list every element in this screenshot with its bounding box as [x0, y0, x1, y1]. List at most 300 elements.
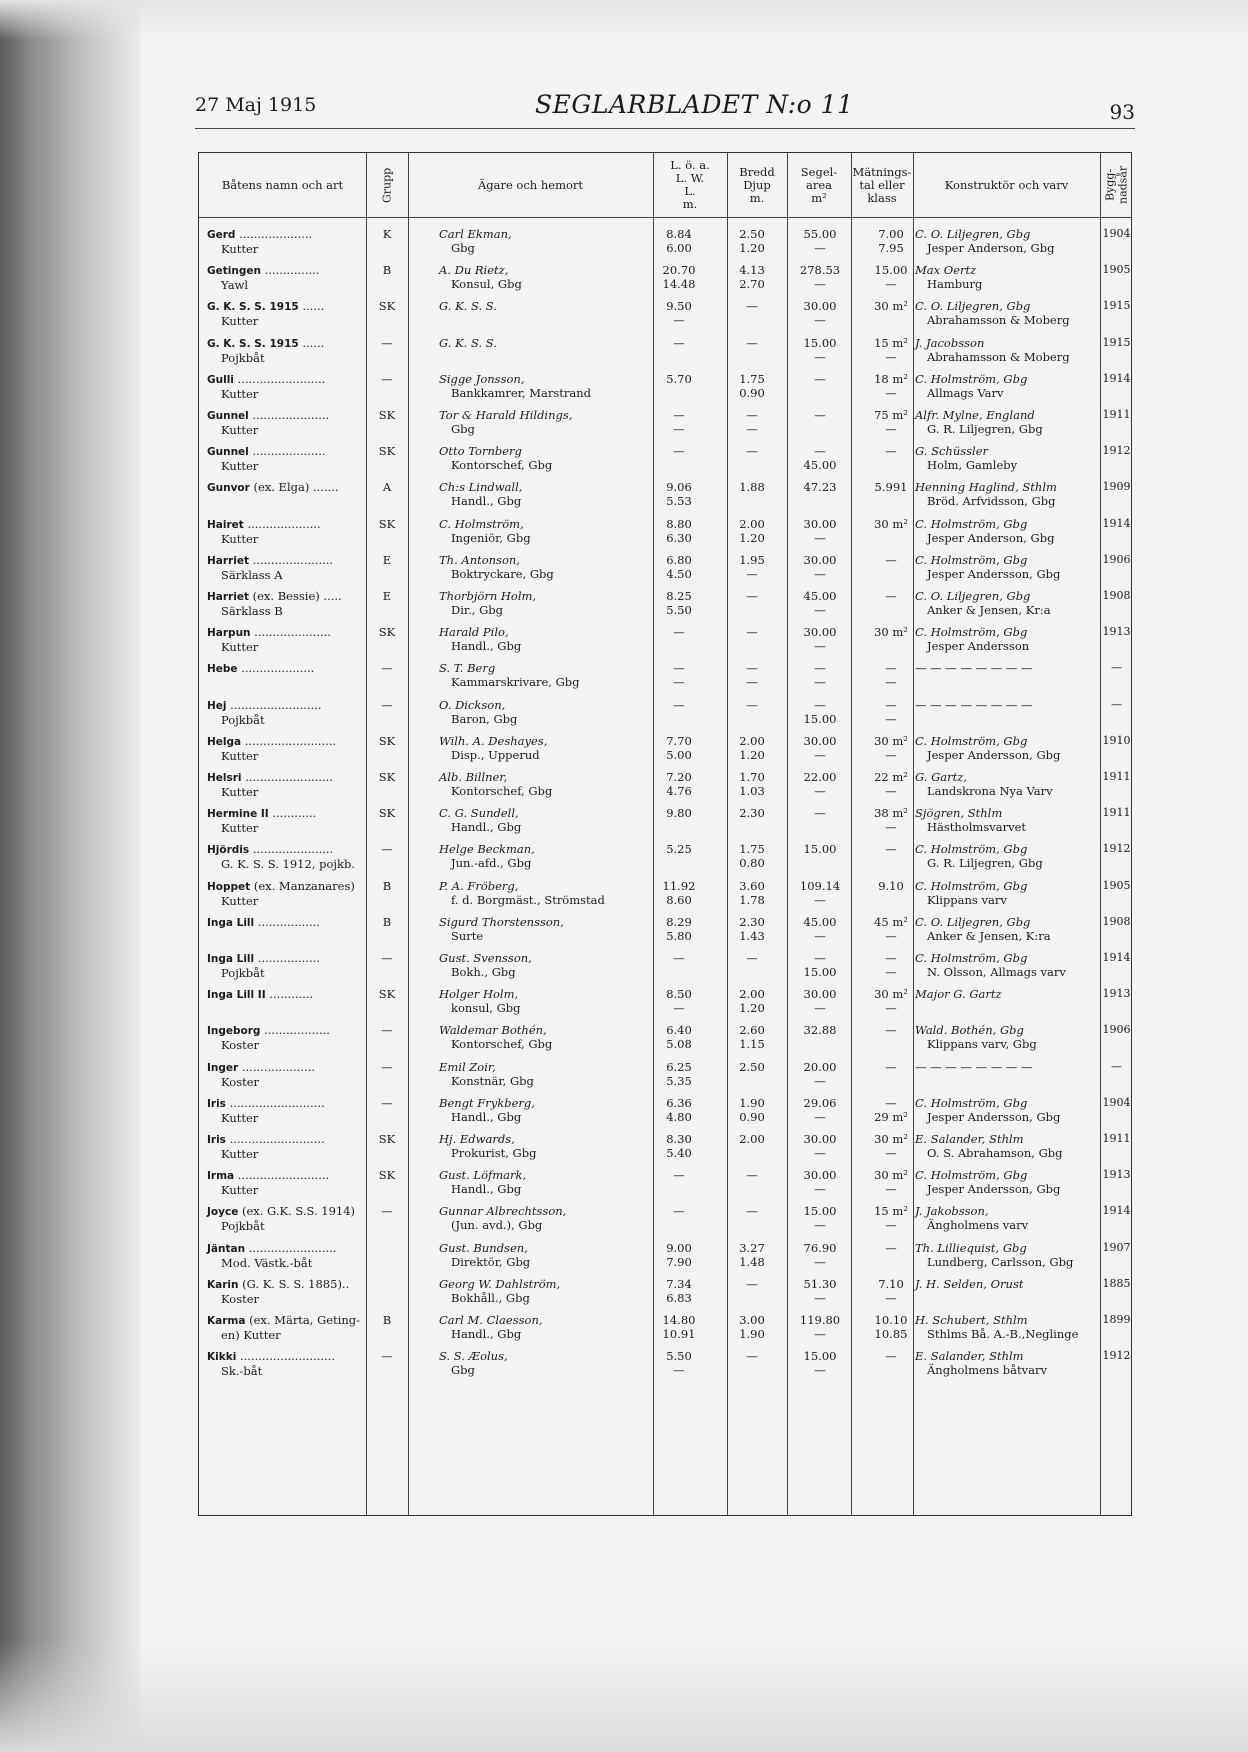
lwl-cell — [653, 734, 705, 762]
lwl-cell — [653, 1060, 705, 1088]
rating-cell-line1: 15.00 — [874, 263, 908, 278]
build-year-cell: 1909 — [1102, 480, 1131, 494]
rating-cell-line1: 30 m² — [874, 733, 908, 748]
rating-cell — [859, 1168, 923, 1196]
designer-cell — [915, 806, 1026, 834]
boat-name-line — [207, 408, 329, 423]
owner-detail: Handl., Gbg — [451, 1327, 522, 1341]
lwl-cell — [653, 1241, 705, 1269]
lwl-cell-line1: 6.25 — [666, 1059, 692, 1074]
boat-name-cell — [207, 770, 333, 799]
boat-name: Hermine II — [207, 808, 269, 821]
beam-cell-line2: 0.90 — [739, 385, 765, 400]
group-cell: — — [381, 335, 393, 350]
beam-cell-line2: 1.20 — [739, 530, 765, 545]
boat-name-line — [207, 1023, 330, 1038]
lwl-cell — [653, 951, 705, 965]
build-year-cell: 1911 — [1102, 770, 1131, 783]
boat-name-line — [207, 444, 326, 459]
owner-name: Waldemar Bothén, — [439, 1023, 547, 1038]
boat-name-line — [207, 1204, 355, 1219]
owner-cell — [439, 698, 517, 726]
rating-cell-line1: — — [885, 589, 897, 603]
beam-cell-line1: 4.13 — [739, 263, 765, 278]
lwl-cell — [653, 517, 705, 545]
leader-dots: ...... — [298, 335, 325, 350]
owner-detail: konsul, Gbg — [451, 1001, 521, 1016]
sail-area-cell-line1: — — [814, 444, 826, 459]
rating-cell-line1: — — [885, 697, 897, 712]
group-cell: SK — [378, 1168, 396, 1183]
sail-area-cell-line1: 109.14 — [799, 878, 841, 893]
group-cell: SK — [378, 770, 396, 784]
designer-cell — [915, 336, 1070, 364]
owner-name: Wilh. A. Deshayes, — [439, 733, 548, 748]
rating-cell — [859, 1060, 923, 1074]
designer-cell — [915, 372, 1027, 400]
rating-cell — [859, 299, 923, 313]
boat-name-line — [207, 1277, 349, 1292]
designer-name: G. Schüssler — [915, 444, 989, 459]
rating-cell-line2: — — [885, 928, 897, 943]
boat-name: Inger — [207, 1061, 239, 1074]
boat-name-cell — [207, 480, 339, 495]
boat-name-line — [207, 879, 355, 894]
build-year-cell: 1912 — [1102, 842, 1131, 856]
owner-name: Emil Zoir, — [439, 1059, 496, 1074]
build-year-cell: 1914 — [1102, 371, 1131, 385]
designer-cell — [915, 1060, 1033, 1074]
rating-cell-line1: — — [885, 951, 897, 965]
designer-cell — [915, 589, 1051, 617]
beam-cell-line1: 1.90 — [739, 1095, 765, 1110]
owner-detail: Kontorschef, Gbg — [451, 1037, 553, 1052]
owner-cell — [439, 480, 522, 508]
sail-area-cell-line2: — — [814, 277, 826, 292]
rating-cell — [859, 1277, 923, 1305]
group-cell: SK — [378, 625, 396, 640]
sail-area-cell-line1: 15.00 — [803, 1349, 837, 1364]
owner-detail: Gbg — [451, 1363, 475, 1378]
owner-detail: Direktör, Gbg — [451, 1254, 531, 1269]
table-row — [199, 1349, 1133, 1389]
beam-cell — [727, 806, 777, 820]
boat-name-line — [207, 372, 325, 387]
lwl-cell-line2: 4.76 — [666, 784, 692, 798]
sail-area-cell-line2: — — [814, 1218, 826, 1233]
sail-area-cell-line2: — — [814, 1363, 826, 1378]
builder-yard: Ängholmens varv — [927, 1218, 1029, 1233]
beam-cell-line1: — — [746, 408, 758, 422]
beam-cell-line1: 2.00 — [739, 733, 765, 748]
sail-area-cell-line1: 30.00 — [803, 1132, 837, 1146]
owner-detail: Jun.-afd., Gbg — [451, 856, 532, 871]
owner-name: G. K. S. S. — [439, 299, 497, 314]
sail-area-cell-line2: — — [814, 1001, 826, 1016]
sail-area-cell — [789, 1349, 851, 1377]
designer-name: — — — — — — — — — [915, 661, 1033, 676]
beam-cell-line1: — — [746, 1204, 758, 1219]
sail-area-cell-line2: — — [814, 530, 826, 545]
rating-cell — [859, 1096, 923, 1124]
sail-area-cell — [789, 661, 851, 689]
sail-area-cell-line2: — — [814, 892, 826, 907]
group-cell: E — [382, 589, 392, 603]
table-row — [199, 408, 1133, 448]
rating-cell-line2: 10.85 — [874, 1327, 908, 1341]
beam-cell — [727, 1023, 777, 1051]
build-year-cell: 1914 — [1102, 951, 1131, 964]
boat-name-line — [207, 1096, 325, 1111]
sail-area-cell-line2: 15.00 — [803, 965, 837, 979]
beam-cell-line2: — — [746, 422, 758, 436]
lwl-cell — [653, 299, 705, 327]
beam-cell-line1: 2.50 — [739, 1059, 765, 1074]
beam-cell-line2: 1.43 — [739, 928, 765, 943]
sail-area-cell — [789, 1096, 851, 1124]
designer-cell — [915, 661, 1033, 675]
boat-name: Irma — [207, 1170, 235, 1183]
designer-cell — [915, 842, 1043, 870]
designer-cell — [915, 553, 1060, 581]
rating-cell-line1: 15 m² — [874, 335, 908, 350]
lwl-cell-line2: 14.48 — [662, 277, 696, 292]
group-cell: — — [381, 661, 393, 676]
table-row — [199, 517, 1133, 557]
boat-name-cell — [207, 842, 355, 871]
designer-name: C. O. Liljegren, Gbg — [915, 227, 1031, 241]
boat-type: Sk.-båt — [221, 1364, 263, 1379]
column-header-beam: Bredd Djup m. — [739, 164, 775, 205]
table-row — [199, 372, 1133, 412]
sail-area-cell-line1: 15.00 — [803, 842, 837, 857]
designer-cell — [915, 480, 1057, 508]
table-row — [199, 734, 1133, 774]
rating-cell — [859, 842, 923, 856]
boat-name-cell — [207, 1168, 329, 1197]
lwl-cell-line1: — — [673, 625, 685, 640]
leader-dots: ........................ — [233, 371, 326, 386]
owner-name: Gust. Svensson, — [439, 951, 532, 965]
owner-cell — [439, 1096, 535, 1124]
boat-type: Kutter — [221, 640, 259, 655]
owner-detail: Dir., Gbg — [451, 603, 504, 617]
sail-area-cell-line1: 45.00 — [803, 914, 837, 929]
beam-cell — [727, 227, 777, 255]
beam-cell-line1: — — [746, 661, 758, 676]
beam-cell — [727, 625, 777, 639]
sail-area-cell-line2: — — [814, 241, 826, 255]
sail-area-cell-line2: — — [814, 349, 826, 364]
designer-name: J. Jacobsson — [915, 335, 985, 350]
sail-area-cell — [789, 336, 851, 364]
beam-cell-line2: 1.20 — [739, 241, 765, 255]
lwl-cell-line1: — — [673, 408, 685, 422]
sail-area-cell — [789, 553, 851, 581]
beam-cell-line2: 1.78 — [739, 892, 765, 907]
sail-area-cell-line1: 30.00 — [803, 987, 837, 1002]
owner-name: P. A. Fröberg, — [439, 878, 519, 893]
beam-cell — [727, 770, 777, 798]
sail-area-cell-line1: 30.00 — [803, 1168, 837, 1183]
designer-name: Th. Lilliequist, Gbg — [915, 1240, 1027, 1255]
sail-area-cell — [789, 1060, 851, 1088]
boat-name-cell — [207, 698, 322, 727]
builder-yard: Jesper Andersson, Gbg — [927, 566, 1061, 581]
page-number: 93 — [1109, 100, 1135, 124]
table-row — [199, 1277, 1133, 1317]
boat-name-cell — [207, 444, 326, 473]
lwl-cell — [653, 698, 705, 712]
beam-cell — [727, 842, 777, 870]
boat-name-line — [207, 734, 336, 749]
table-row — [199, 1132, 1133, 1172]
sail-area-cell — [789, 517, 851, 545]
designer-name: — — — — — — — — — [915, 697, 1033, 712]
table-row — [199, 263, 1133, 303]
beam-cell — [727, 408, 777, 436]
rating-cell-line1: 15 m² — [874, 1204, 908, 1219]
leader-dots: ......................... — [234, 1168, 330, 1183]
designer-name: C. Holmström, Gbg — [915, 371, 1028, 386]
sail-area-cell-line1: 20.00 — [803, 1059, 837, 1074]
designer-cell — [915, 1168, 1060, 1196]
lwl-cell-line2: 8.60 — [666, 892, 692, 907]
designer-cell — [915, 408, 1043, 436]
sail-area-cell-line2: — — [814, 313, 826, 328]
lwl-cell — [653, 842, 705, 856]
lwl-cell-line1: 8.84 — [666, 227, 692, 241]
designer-cell — [915, 1096, 1060, 1124]
beam-cell-line1: 2.00 — [739, 1132, 765, 1146]
beam-cell-line2: 2.70 — [739, 277, 765, 292]
beam-cell-line2: 1.15 — [739, 1037, 765, 1052]
boat-name-cell — [207, 336, 324, 365]
boat-name: Karma — [207, 1315, 246, 1327]
owner-name: A. Du Rietz, — [439, 263, 509, 278]
owner-name: S. S. Æolus, — [439, 1349, 508, 1364]
boat-name-cell — [207, 263, 319, 292]
table-row — [199, 553, 1133, 593]
lwl-cell — [653, 480, 705, 508]
leader-dots: ....... — [309, 480, 339, 495]
sail-area-cell-line1: 51.30 — [803, 1276, 837, 1291]
sail-area-cell-line2: — — [814, 1146, 826, 1160]
sail-area-cell-line2: — — [814, 1182, 826, 1197]
group-cell: B — [382, 1313, 392, 1327]
lwl-cell — [653, 263, 705, 291]
designer-name: Henning Haglind, Sthlm — [915, 480, 1057, 495]
sail-area-cell-line1: 30.00 — [803, 625, 837, 640]
sail-area-cell — [789, 444, 851, 472]
boat-name-cell — [207, 589, 342, 618]
boat-name-line — [207, 336, 324, 351]
owner-name: C. G. Sundell, — [439, 806, 519, 821]
lwl-cell-line1: 14.80 — [662, 1313, 696, 1327]
builder-yard: Lundberg, Carlsson, Gbg — [927, 1254, 1074, 1269]
beam-cell — [727, 1349, 777, 1363]
boat-name-line — [207, 480, 339, 495]
designer-cell — [915, 879, 1027, 907]
builder-yard: O. S. Abrahamson, Gbg — [927, 1146, 1063, 1160]
lwl-cell-line1: 9.00 — [666, 1240, 692, 1255]
sail-area-cell — [789, 734, 851, 762]
owner-cell — [439, 987, 521, 1015]
beam-cell-line1: 2.00 — [739, 987, 765, 1002]
sail-area-cell-line2: — — [814, 1109, 826, 1124]
build-year-cell: 1906 — [1102, 1023, 1131, 1037]
build-year-cell: 1913 — [1102, 625, 1131, 639]
sail-area-cell-line1: 55.00 — [803, 227, 837, 241]
beam-cell-line1: — — [746, 1168, 758, 1183]
lwl-cell — [653, 879, 705, 907]
beam-cell-line2: 1.20 — [739, 1001, 765, 1016]
boat-name: Hebe — [207, 663, 238, 676]
rating-cell-line1: 75 m² — [874, 408, 908, 422]
page-header — [195, 90, 1135, 128]
lwl-cell-line2: 6.30 — [666, 530, 692, 545]
owner-name: Gust. Löfmark, — [439, 1168, 527, 1183]
owner-name: G. K. S. S. — [439, 335, 497, 350]
beam-cell-line2: 0.90 — [739, 1109, 765, 1124]
rating-cell — [859, 408, 923, 436]
owner-name: Sigurd Thorstensson, — [439, 914, 564, 929]
designer-cell — [915, 517, 1054, 545]
owner-cell — [439, 1023, 552, 1051]
builder-yard: Jesper Andersson, Gbg — [927, 747, 1061, 762]
rating-cell-line1: 45 m² — [874, 914, 908, 929]
owner-detail: Bankkamrer, Marstrand — [451, 385, 592, 400]
designer-name: E. Salander, Sthlm — [915, 1349, 1024, 1364]
owner-name: Hj. Edwards, — [439, 1132, 515, 1146]
boat-name-cell — [207, 553, 333, 582]
boat-type: Mod. Västk.-båt — [221, 1255, 313, 1270]
build-year-cell: — — [1111, 697, 1122, 711]
beam-cell — [727, 1168, 777, 1182]
lwl-cell-line2: 4.80 — [666, 1109, 692, 1124]
owner-cell — [439, 336, 497, 350]
owner-detail: (Jun. avd.), Gbg — [451, 1218, 543, 1233]
rating-cell-line1: 5.991 — [874, 480, 908, 495]
lwl-cell-line1: 5.70 — [666, 371, 692, 386]
group-cell: SK — [378, 408, 396, 422]
owner-name: Bengt Frykberg, — [439, 1095, 535, 1110]
sail-area-cell-line1: — — [814, 661, 826, 676]
build-year-cell: 1910 — [1102, 733, 1131, 747]
beam-cell — [727, 444, 777, 458]
owner-name: Georg W. Dahlström, — [439, 1276, 561, 1291]
owner-name: Gunnar Albrechtsson, — [439, 1204, 567, 1219]
boat-name-cell — [207, 1349, 335, 1378]
lwl-cell-line2: 5.35 — [666, 1073, 692, 1088]
boat-name-line — [207, 951, 320, 966]
lwl-cell — [653, 915, 705, 943]
sail-area-cell — [789, 1168, 851, 1196]
owner-detail: Kontorschef, Gbg — [451, 784, 553, 798]
owner-cell — [439, 1060, 534, 1088]
builder-yard: Jesper Andersson, Gbg — [927, 1182, 1061, 1197]
owner-cell — [439, 951, 532, 979]
rating-cell — [859, 589, 923, 603]
rating-cell-line2: — — [885, 1290, 897, 1305]
table-row — [199, 951, 1133, 991]
build-year-cell: 1908 — [1102, 589, 1131, 602]
beam-cell — [727, 1060, 777, 1074]
sail-area-cell-line1: 15.00 — [803, 1204, 837, 1219]
boat-type: Koster — [221, 1291, 260, 1306]
boat-type: Kutter — [221, 459, 259, 474]
bottom-shading — [0, 1640, 1248, 1752]
group-cell: SK — [378, 516, 396, 531]
owner-cell — [439, 625, 521, 653]
boat-name-line — [207, 1060, 315, 1075]
lwl-cell-line2: 6.00 — [666, 241, 692, 255]
build-year-cell: 1911 — [1102, 806, 1131, 820]
boat-name-extra: (ex. G.K. S.S. 1914) — [238, 1204, 356, 1219]
rating-cell-line2: — — [885, 784, 897, 798]
rating-cell — [859, 734, 923, 762]
owner-detail: Bokh., Gbg — [451, 965, 516, 979]
owner-detail: Surte — [451, 928, 484, 943]
sail-area-cell-line2: — — [814, 784, 826, 798]
build-year-cell: 1911 — [1102, 1132, 1131, 1145]
lwl-cell — [653, 444, 705, 458]
boat-type: Koster — [221, 1074, 260, 1089]
rating-cell — [859, 951, 923, 979]
sail-area-cell — [789, 987, 851, 1015]
build-year-cell: 1906 — [1102, 552, 1131, 566]
sail-area-cell — [789, 408, 851, 422]
designer-name: J. H. Selden, Orust — [915, 1276, 1024, 1291]
beam-cell-line1: — — [746, 589, 758, 603]
beam-cell — [727, 734, 777, 762]
owner-name: Helge Beckman, — [439, 842, 535, 857]
leader-dots: ...................... — [249, 842, 334, 857]
boat-name: Iris — [207, 1097, 226, 1110]
boat-name: Gunnel — [207, 410, 249, 422]
sail-area-cell-line1: 119.80 — [799, 1313, 841, 1327]
boat-name: Harriet — [207, 554, 249, 567]
boat-name-cell — [207, 734, 336, 763]
beam-cell-line1: — — [746, 1349, 758, 1364]
table-row — [199, 770, 1133, 810]
boat-type: Kutter — [221, 423, 259, 437]
boat-type: Kutter — [221, 821, 259, 836]
designer-cell — [915, 698, 1033, 712]
lwl-cell-line2: 7.90 — [666, 1254, 692, 1269]
lwl-cell-line2: 5.00 — [666, 747, 692, 762]
build-year-cell: 1915 — [1102, 335, 1131, 349]
sail-area-cell — [789, 1277, 851, 1305]
boat-name-cell — [207, 951, 320, 980]
rating-cell — [859, 987, 923, 1015]
boat-type: Kutter — [221, 1147, 259, 1161]
lwl-cell-line2: — — [673, 1363, 685, 1378]
designer-name: C. O. Liljegren, Gbg — [915, 589, 1031, 603]
boat-name: Helga — [207, 735, 242, 748]
rating-cell — [859, 1313, 923, 1341]
beam-cell-line1: — — [746, 697, 758, 712]
boat-name-cell — [207, 517, 321, 546]
boat-name-line — [207, 1132, 325, 1147]
designer-name: G. Gartz, — [915, 770, 967, 784]
owner-detail: Handl., Gbg — [451, 494, 522, 509]
lwl-cell-line2: 5.40 — [666, 1146, 692, 1160]
owner-detail: Kontorschef, Gbg — [451, 458, 553, 473]
rating-cell-line1: 30 m² — [874, 299, 908, 314]
leader-dots: ............ — [265, 987, 314, 1002]
rating-cell-line1: 9.10 — [878, 878, 904, 893]
